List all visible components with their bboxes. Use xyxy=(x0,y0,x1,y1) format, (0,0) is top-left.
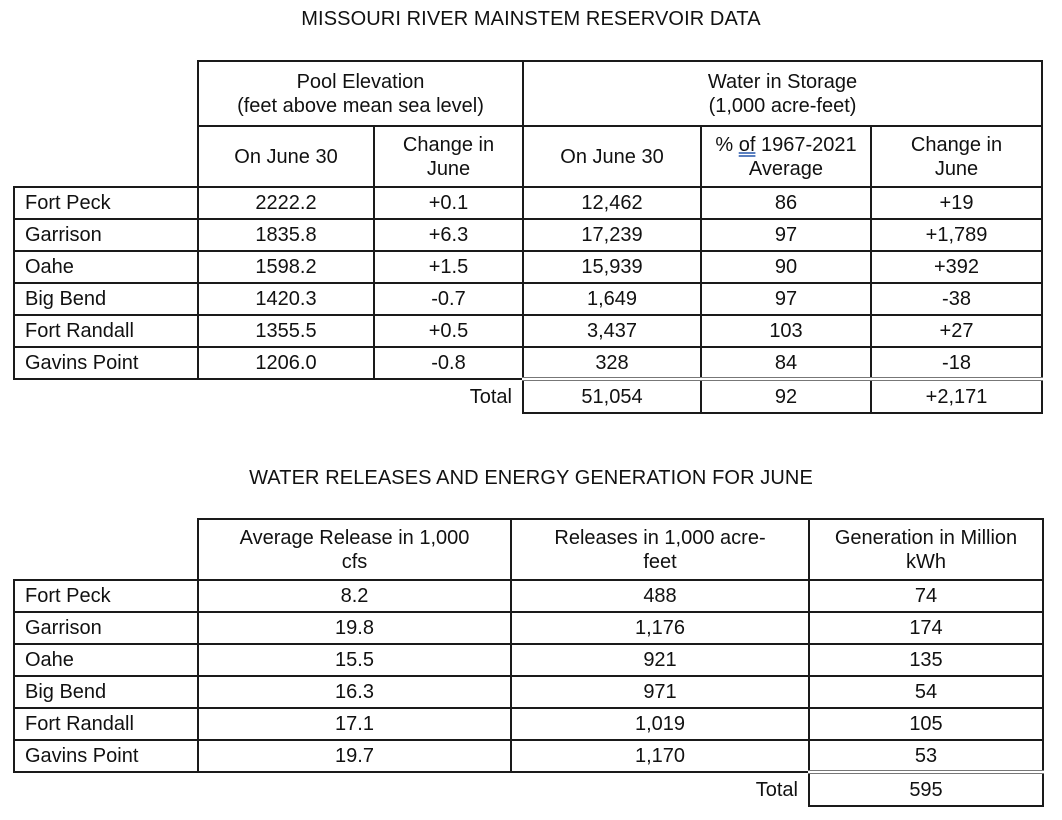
generation-header xyxy=(809,519,1043,580)
storage-change-cell: -18 xyxy=(871,347,1042,379)
pool-elevation-cell: 1598.2 xyxy=(198,251,374,283)
pct-average-cell: 97 xyxy=(701,219,871,251)
storage-change-cell: -38 xyxy=(871,283,1042,315)
table-row xyxy=(14,580,1043,612)
header-line: feet xyxy=(643,550,677,573)
storage-cell: 328 xyxy=(523,347,701,379)
water-storage-unit: (1,000 acre-feet) xyxy=(708,94,857,117)
reservoir-data-table xyxy=(13,60,1043,414)
storage-change-cell: +19 xyxy=(871,187,1042,219)
pool-elevation-header xyxy=(198,61,523,126)
header-line: kWh xyxy=(906,550,946,573)
header-line xyxy=(702,133,870,157)
storage-cell: 1,649 xyxy=(523,283,701,315)
pool-elevation-cell: 2222.2 xyxy=(198,187,374,219)
reservoir-name: Big Bend xyxy=(14,676,198,708)
storage-on-june30-header: On June 30 xyxy=(523,126,701,187)
generation-cell: 105 xyxy=(809,708,1043,740)
releases-acre-feet-header xyxy=(511,519,809,580)
total-blank xyxy=(14,772,198,806)
pool-elevation-cell: 1355.5 xyxy=(198,315,374,347)
avg-release-header xyxy=(198,519,511,580)
corner-blank xyxy=(14,519,198,580)
storage-change-cell: +392 xyxy=(871,251,1042,283)
header-line: Change in xyxy=(402,133,495,156)
header-line: cfs xyxy=(341,550,368,573)
releases-data-table xyxy=(13,518,1044,807)
reservoir-name: Fort Randall xyxy=(14,315,198,347)
reservoir-table-title: MISSOURI RIVER MAINSTEM RESERVOIR DATA xyxy=(301,8,761,30)
releases-cell: 488 xyxy=(511,580,809,612)
avg-release-cell: 17.1 xyxy=(198,708,511,740)
total-label: Total xyxy=(755,778,798,801)
generation-cell: 74 xyxy=(809,580,1043,612)
total-row xyxy=(14,379,1042,413)
total-blank xyxy=(198,772,511,806)
releases-cell: 1,170 xyxy=(511,740,809,772)
table-row xyxy=(14,283,1042,315)
elevation-change-cell: +6.3 xyxy=(374,219,523,251)
reservoir-name: Gavins Point xyxy=(14,740,198,772)
header-line: Generation in Million xyxy=(834,526,1018,549)
table-row xyxy=(14,315,1042,347)
header-line: June xyxy=(934,157,979,180)
header-line: Average xyxy=(748,157,824,180)
total-blank xyxy=(14,379,198,413)
reservoir-name: Garrison xyxy=(14,219,198,251)
releases-cell: 1,019 xyxy=(511,708,809,740)
elevation-on-june30-header: On June 30 xyxy=(198,126,374,187)
pool-elevation-cell: 1206.0 xyxy=(198,347,374,379)
table-row xyxy=(14,708,1043,740)
generation-cell: 135 xyxy=(809,644,1043,676)
total-pct-average: 92 xyxy=(701,379,871,413)
avg-release-cell: 15.5 xyxy=(198,644,511,676)
header-line: Change in xyxy=(910,133,1003,156)
reservoir-name: Big Bend xyxy=(14,283,198,315)
pool-elevation-cell: 1835.8 xyxy=(198,219,374,251)
total-generation: 595 xyxy=(809,772,1043,806)
storage-cell: 3,437 xyxy=(523,315,701,347)
storage-cell: 17,239 xyxy=(523,219,701,251)
avg-release-cell: 19.7 xyxy=(198,740,511,772)
header-line: June xyxy=(426,157,471,180)
reservoir-name: Garrison xyxy=(14,612,198,644)
header-line: Releases in 1,000 acre- xyxy=(554,526,766,549)
table-row xyxy=(14,644,1043,676)
elevation-change-header xyxy=(374,126,523,187)
reservoir-name: Gavins Point xyxy=(14,347,198,379)
table-row xyxy=(14,347,1042,379)
reservoir-name: Oahe xyxy=(14,644,198,676)
generation-cell: 54 xyxy=(809,676,1043,708)
table-row xyxy=(14,187,1042,219)
pct-of-average-header xyxy=(701,126,871,187)
total-storage-change: +2,171 xyxy=(871,379,1042,413)
pool-elevation-cell: 1420.3 xyxy=(198,283,374,315)
corner-blank xyxy=(14,61,198,126)
storage-cell: 12,462 xyxy=(523,187,701,219)
storage-change-cell: +1,789 xyxy=(871,219,1042,251)
elevation-change-cell: -0.7 xyxy=(374,283,523,315)
avg-release-cell: 8.2 xyxy=(198,580,511,612)
avg-release-cell: 19.8 xyxy=(198,612,511,644)
releases-cell: 921 xyxy=(511,644,809,676)
table-row xyxy=(14,676,1043,708)
storage-cell: 15,939 xyxy=(523,251,701,283)
reservoir-name: Fort Randall xyxy=(14,708,198,740)
table-row xyxy=(14,219,1042,251)
spellcheck-underlined-word: of xyxy=(738,133,756,156)
table-row xyxy=(14,612,1043,644)
water-storage-header xyxy=(523,61,1042,126)
elevation-change-cell: -0.8 xyxy=(374,347,523,379)
storage-change-header xyxy=(871,126,1042,187)
pct-average-cell: 86 xyxy=(701,187,871,219)
pct-average-cell: 84 xyxy=(701,347,871,379)
storage-change-cell: +27 xyxy=(871,315,1042,347)
pct-average-cell: 90 xyxy=(701,251,871,283)
pool-elevation-label: Pool Elevation xyxy=(296,70,425,93)
pct-average-cell: 97 xyxy=(701,283,871,315)
total-row xyxy=(14,772,1043,806)
header-text: % xyxy=(715,133,739,156)
total-storage: 51,054 xyxy=(523,379,701,413)
header-line: Average Release in 1,000 xyxy=(239,526,470,549)
generation-cell: 53 xyxy=(809,740,1043,772)
table-row xyxy=(14,740,1043,772)
avg-release-cell: 16.3 xyxy=(198,676,511,708)
generation-cell: 174 xyxy=(809,612,1043,644)
reservoir-name: Fort Peck xyxy=(14,187,198,219)
total-label: Total xyxy=(469,385,512,408)
reservoir-name: Oahe xyxy=(14,251,198,283)
elevation-change-cell: +0.5 xyxy=(374,315,523,347)
corner-blank xyxy=(14,126,198,187)
elevation-change-cell: +1.5 xyxy=(374,251,523,283)
releases-cell: 971 xyxy=(511,676,809,708)
releases-cell: 1,176 xyxy=(511,612,809,644)
header-text: 1967-2021 xyxy=(755,133,857,156)
table-row xyxy=(14,251,1042,283)
total-blank xyxy=(198,379,374,413)
elevation-change-cell: +0.1 xyxy=(374,187,523,219)
pct-average-cell: 103 xyxy=(701,315,871,347)
releases-table-title: WATER RELEASES AND ENERGY GENERATION FOR JUNE xyxy=(249,467,813,489)
water-storage-label: Water in Storage xyxy=(707,70,858,93)
pool-elevation-unit: (feet above mean sea level) xyxy=(237,94,484,117)
reservoir-name: Fort Peck xyxy=(14,580,198,612)
